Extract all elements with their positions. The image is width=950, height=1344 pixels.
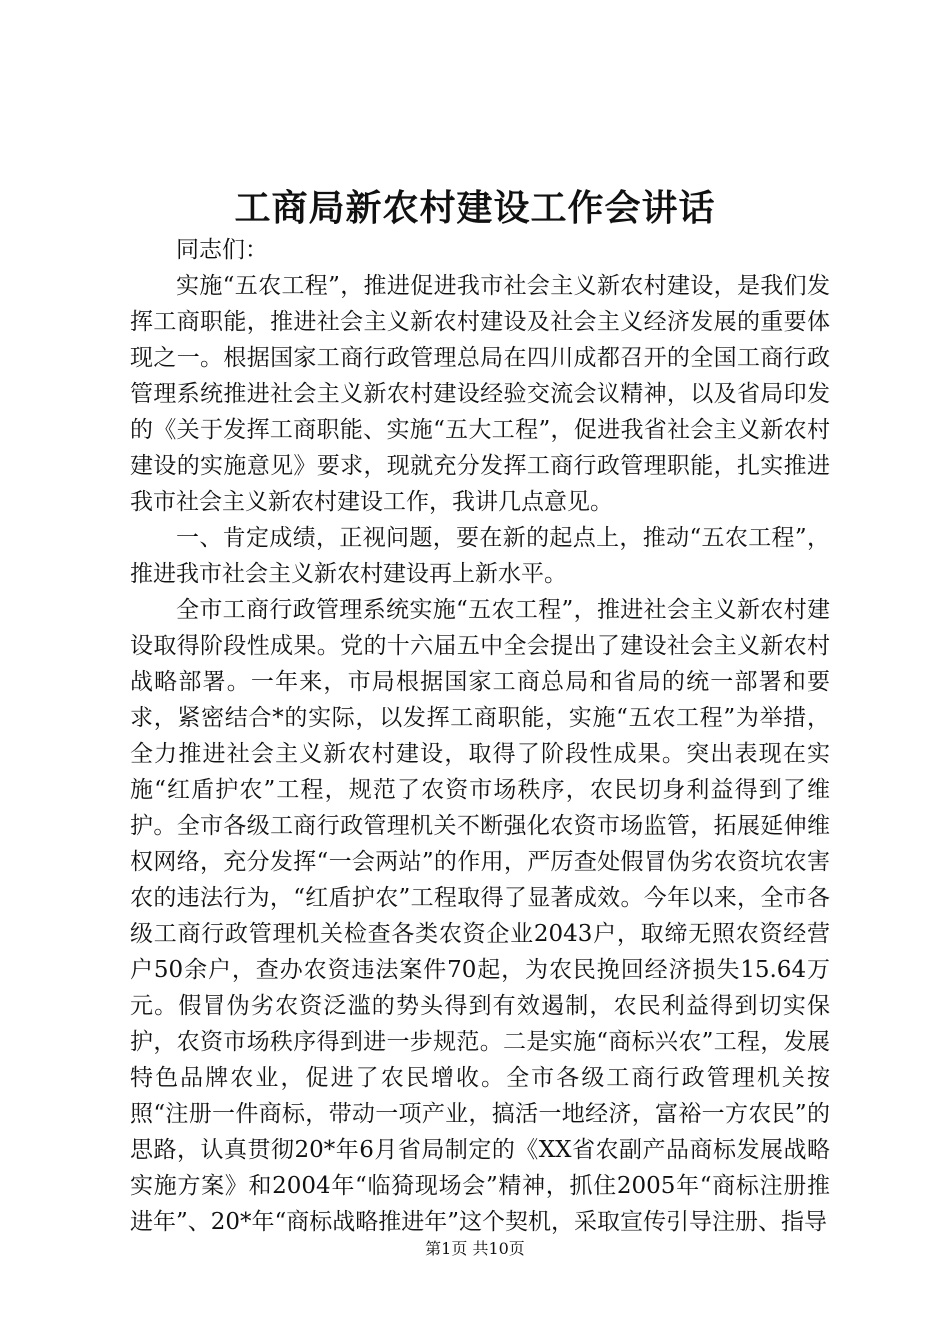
section-heading-paragraph: 一、肯定成绩，正视问题，要在新的起点上，推动“五农工程”，推进我市社会主义新农村建设再上新水平。 <box>130 525 830 587</box>
document-body <box>130 232 830 1240</box>
document-title: 工商局新农村建设工作会讲话 <box>234 187 716 229</box>
page-number-footer: 第1页 共10页 <box>425 1239 525 1258</box>
salutation-paragraph: 同志们： <box>176 237 268 263</box>
intro-paragraph: 实施“五农工程”，推进促进我市社会主义新农村建设，是我们发挥工商职能，推进社会主义新农村建设及社会主义经济发展的重要体现之一。根据国家工商行政管理总局在四川成都召开的全国工商行政管理系统推进社会主义新农村建设经验交流会议精神，以及省局印发的《关于发挥工商职能、实施“五大工程”，促进我省社会主义新农村建设的实施意见》要求，现就充分发挥工商行政管理职能，扎实推进我市社会主义新农村建设工作，我讲几点意见。 <box>130 273 830 515</box>
achievements-paragraph: 全市工商行政管理系统实施“五农工程”，推进社会主义新农村建设取得阶段性成果。党的十六届五中全会提出了建设社会主义新农村战略部署。一年来，市局根据国家工商总局和省局的统一部署和要求，紧密结合*的实际，以发挥工商职能，实施“五农工程”为举措，全力推进社会主义新农村建设，取得了阶段性成果。突出表现在实施“红盾护农”工程，规范了农资市场秩序，农民切身利益得到了维护。全市各级工商行政管理机关不断强化农资市场监管，拓展延伸维权网络，充分发挥“一会两站”的作用，严厉查处假冒伪劣农资坑农害农的违法行为，“红盾护农”工程取得了显著成效。今年以来，全市各级工商行政管理机关检查各类农资企业2043户，取缔无照农资经营户50余户，查办农资违法案件70起，为农民挽回经济损失15.64万元。假冒伪劣农资泛滥的势头得到有效遏制，农民利益得到切实保护，农资市场秩序得到进一步规范。二是实施“商标兴农”工程，发展特色品牌农业，促进了农民增收。全市各级工商行政管理机关按照“注册一件商标，带动一项产业，搞活一地经济，富裕一方农民”的思路，认真贯彻20*年6月省局制定的《XX省农副产品商标发展战略实施方案》和2004年“临猗现场会”精神，抓住2005年“商标注册推进年”、20*年“商标战略推进年”这个契机，采取宣传引导注册、指导 <box>130 597 830 1235</box>
